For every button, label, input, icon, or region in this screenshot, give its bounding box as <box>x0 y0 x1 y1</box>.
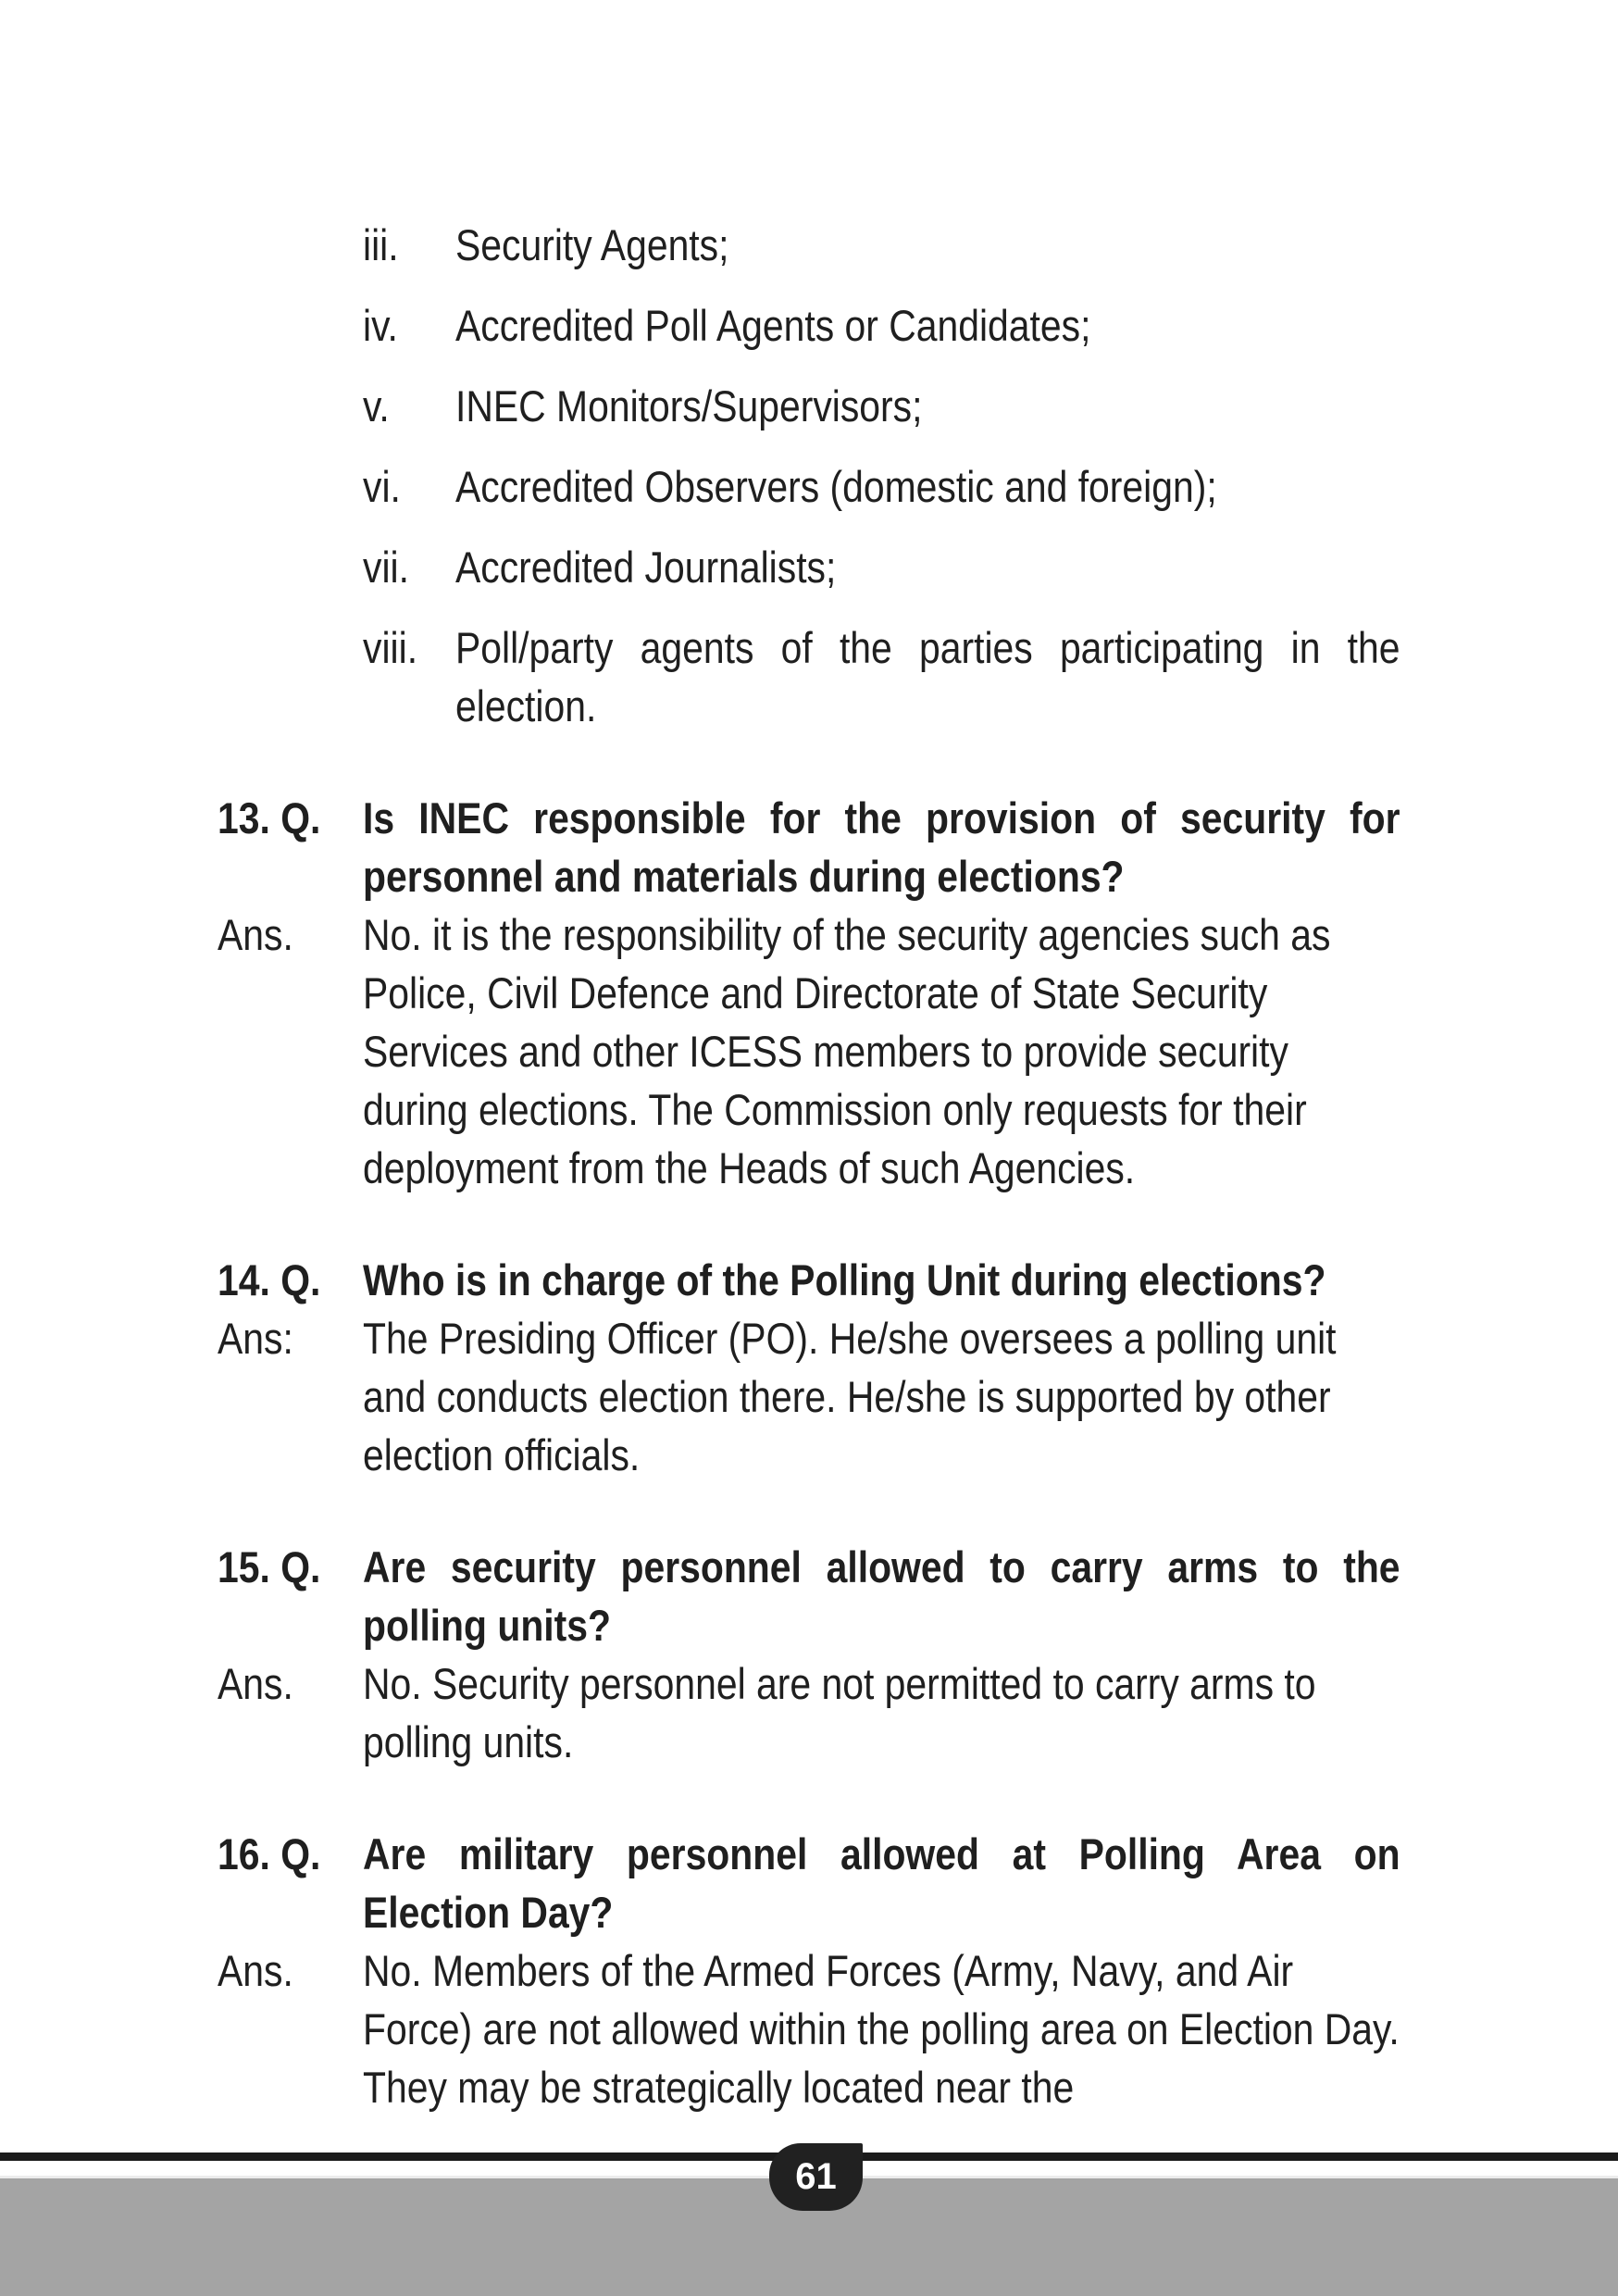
qa-block-14 <box>218 1251 1400 1484</box>
qa-block-15 <box>218 1538 1400 1771</box>
answer-label-text: Ans. <box>218 1659 293 1708</box>
list-item-marker-text: viii. <box>363 623 418 672</box>
page-number: 61 <box>795 2156 837 2197</box>
question-number-label <box>218 1251 363 1309</box>
question-text <box>363 1538 1400 1654</box>
list-item-text: INEC Monitors/Supervisors; <box>455 381 923 430</box>
list-item-text: Security Agents; <box>455 220 729 269</box>
question-text <box>363 789 1400 905</box>
question-number-label <box>218 1538 363 1654</box>
list-item <box>363 377 1400 435</box>
question-number-text: 13. Q. <box>218 793 321 842</box>
numbered-list <box>363 216 1400 735</box>
answer-label-text: Ans: <box>218 1314 293 1363</box>
list-item-text: Accredited Observers (domestic and foreign); <box>455 462 1217 511</box>
question-number-text: 16. Q. <box>218 1829 321 1878</box>
question-number-text: 14. Q. <box>218 1255 321 1304</box>
question-paragraph: Who is in charge of the Polling Unit during elections? <box>363 1255 1326 1304</box>
list-item-text: Accredited Journalists; <box>455 543 837 592</box>
answer-text <box>363 1654 1400 1771</box>
list-item-body <box>455 538 1400 596</box>
list-item-marker-text: iii. <box>363 220 399 269</box>
list-item-marker <box>363 457 455 516</box>
answer-text <box>363 1941 1400 2116</box>
answer-paragraph: No. Security personnel are not permitted to carry arms to polling units. <box>363 1659 1316 1766</box>
list-item <box>363 457 1400 516</box>
page-content <box>218 216 1400 2116</box>
list-item-marker-text: iv. <box>363 301 398 350</box>
list-item-body <box>455 618 1400 735</box>
question-text <box>363 1251 1400 1309</box>
question-paragraph: Are military personnel allowed at Polling Area on Election Day? <box>363 1829 1400 1937</box>
answer-label <box>218 905 363 1197</box>
question-number-label <box>218 789 363 905</box>
list-item-text: Poll/party agents of the parties participating in the election. <box>455 623 1400 730</box>
list-item-marker <box>363 377 455 435</box>
answer-label-text: Ans. <box>218 910 293 959</box>
list-item <box>363 538 1400 596</box>
page-number-badge <box>769 2143 863 2211</box>
question-paragraph: Is INEC responsible for the provision of security for personnel and materials during elections? <box>363 793 1400 901</box>
list-item <box>363 296 1400 355</box>
answer-paragraph: No. it is the responsibility of the security agencies such as Police, Civil Defence and Directorate of State Security Services and other ICESS members to provide security during elections. The Commission only requests for their deployment from the Heads of such Agencies. <box>363 910 1331 1192</box>
answer-paragraph: The Presiding Officer (PO). He/she oversees a polling unit and conducts election there. He/she is supported by other election officials. <box>363 1314 1337 1479</box>
list-item-text: Accredited Poll Agents or Candidates; <box>455 301 1091 350</box>
answer-text <box>363 1309 1400 1484</box>
answer-label <box>218 1654 363 1771</box>
answer-label <box>218 1941 363 2116</box>
answer-paragraph: No. Members of the Armed Forces (Army, Navy, and Air Force) are not allowed within the polling area on Election Day. They may be strategically located near the <box>363 1946 1400 2112</box>
answer-label <box>218 1309 363 1484</box>
list-item-marker <box>363 618 455 735</box>
question-number-text: 15. Q. <box>218 1542 321 1591</box>
list-item-marker-text: vi. <box>363 462 401 511</box>
list-item <box>363 216 1400 274</box>
list-item-body <box>455 216 1400 274</box>
list-item-marker <box>363 538 455 596</box>
list-item-marker <box>363 296 455 355</box>
list-item-body <box>455 457 1400 516</box>
list-item-marker-text: vii. <box>363 543 409 592</box>
list-item-marker <box>363 216 455 274</box>
list-item-body <box>455 377 1400 435</box>
answer-label-text: Ans. <box>218 1946 293 1995</box>
question-number-label <box>218 1825 363 1941</box>
qa-block-13 <box>218 789 1400 1197</box>
question-text <box>363 1825 1400 1941</box>
list-item <box>363 618 1400 735</box>
list-item-marker-text: v. <box>363 381 390 430</box>
answer-text <box>363 905 1400 1197</box>
qa-block-16 <box>218 1825 1400 2116</box>
list-item-body <box>455 296 1400 355</box>
question-paragraph: Are security personnel allowed to carry arms to the polling units? <box>363 1542 1400 1650</box>
